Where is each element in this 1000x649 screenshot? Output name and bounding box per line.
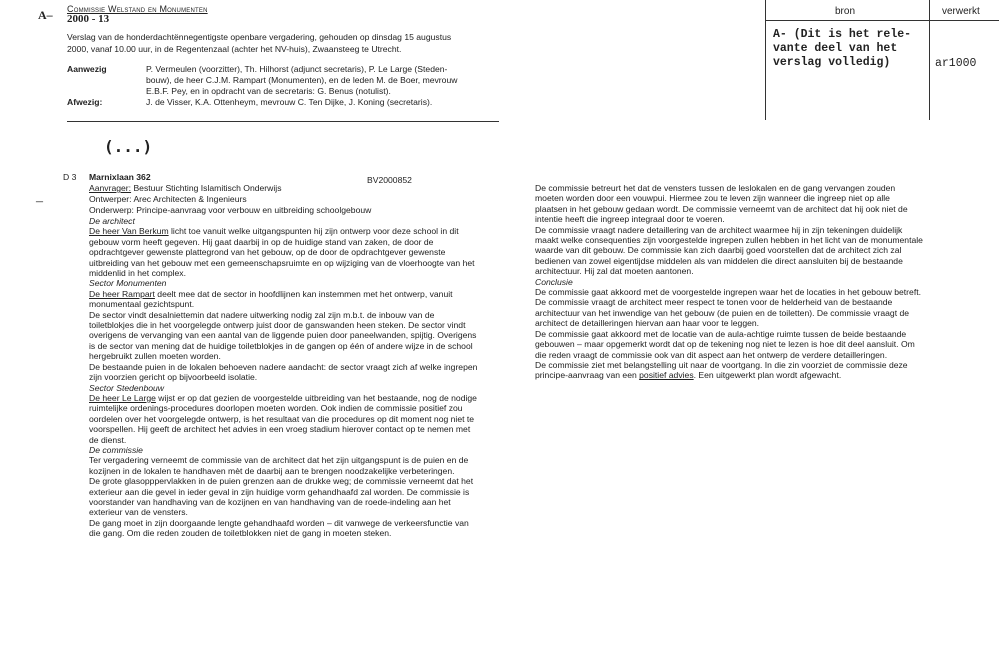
paragraph-line: De commissie vraagt de architect meer respect te tonen voor de helderheid van de bestaande [535,297,893,308]
paragraph-line: overigens de vervanging van een aantal van de liggende puien door paneelwanden, spijtig. Overigens [89,330,477,341]
heading-commissie: De commissie [89,444,143,455]
paragraph-line: monumentaal gezichtspunt. [89,299,195,310]
item-number: D 3 [63,172,77,182]
paragraph-line: De heer Rampart deelt mee dat de sector in hoofdlijnen kan instemmen met het ontwerp, vanuit [89,288,453,299]
stamp-col-verwerkt: verwerkt [942,6,980,17]
monumenten-name: De heer Rampart [89,288,155,299]
paragraph-line: die reden vraagt de commissie ook van dit aspect aan het ontwerp de verdere detailleringen. [535,349,888,360]
paragraph-line: maakt welke consequenties zijn voorgestelde ingrepen zullen hebben in het licht van de monumentale [535,235,923,246]
paragraph-line: ruimtelijke ordenings-procedures doorlopen moeten worden. Ook indien de commissie positief zou [89,403,463,414]
paragraph-line: zijn voorzien gericht op bijvoorbeeld isolatie. [89,372,258,383]
year-code: 2000 - 13 [67,13,110,25]
stedenbouw-name: De heer Le Large [89,392,156,403]
item-file-code: BV2000852 [367,175,412,185]
intro-line-2: 2000, vanaf 10.00 uur, in de Regentenzaal (achter het NV-huis), Zwaansteeg te Utrecht. [67,44,402,54]
designer-label: Ontwerper: [89,194,132,204]
paragraph-line: kozijnen in de lokalen te handhaven mèt de daarbij aan te brengen noodzakelijke verbeteringen. [89,465,455,476]
stamp-header-rule [765,20,999,21]
present-line-1: P. Vermeulen (voorzitter), Th. Hilhorst (adjunct secretaris), P. Le Large (Steden- [146,64,448,74]
absent-line: J. de Visser, K.A. Ottenheym, mevrouw C. Ten Dijke, J. Koning (secretaris). [146,97,433,107]
paragraph-line: is de sector van mening dat de huidige toiletblokjes in de gangen op één of andere wijze in de school [89,340,473,351]
paragraph-line-final: principe-aanvraag van een positief advies. Een uitgewerkt plan wordt afgewacht. [535,370,842,381]
paragraph-line: De commissie ziet met belangstelling uit naar de voortgang. In die zin voorziet de commissie deze [535,359,908,370]
paragraph-line: opdrachtgever gewenste plattegrond van het gebouw, op de door de opdrachtgever gewenste [89,247,446,258]
applicant-row [89,183,282,193]
paragraph-line: intentie heeft die ingreep integraal door te voeren. [535,214,725,225]
left-column [89,216,477,539]
paragraph-line: oordelen over het voorgelegde ontwerp, is het resultaat van die procedures op dit moment nog niet te [89,413,475,424]
paragraph-line: architectuur. Hij zal dat moeten aantonen. [535,266,694,277]
paragraph-line: bedienen van zowel eigentijdse middelen als van middelen die direct aansluiten bij de bestaande [535,255,903,266]
stamp-divider [929,0,930,120]
stamp-note-line: vante deel van het [773,42,898,55]
paragraph-line: uitbreiding van het gebouw met een gemeenschapsruimte en op wijziging van de vloerhoogte van het [89,257,475,268]
paragraph-line: middenlid in het complex. [89,268,186,279]
right-column [535,183,923,381]
paragraph-line: voorspellen. Hij geeft de architect het advies in een vroeg stadium hierover contact op te nemen met [89,424,471,435]
paragraph-line: moeten worden door een vouwpui. Hiermee zou te leven zijn wanneer die ingreep niet op alle [535,193,890,204]
paragraph-line: voorstander van handhaving van de kozijnen en van handhaving van de roede-indeling aan het [89,496,451,507]
paragraph-line: De gang moet in zijn doorgaande lengte gehandhaafd worden – dit vanwege de verkeersfunctie van [89,517,469,528]
stamp-note-line: A- (Dit is het rele- [773,28,912,41]
present-label: Aanwezig [67,64,107,74]
paragraph-line: plaatsen in het gebouw gedaan wordt. De commissie verneemt van de architect dat hij ook niet de [535,203,908,214]
absent-label: Afwezig: [67,97,103,107]
paragraph-line: die gang. Om die reden zouden de toiletblokken niet de gang in moeten steken. [89,528,392,539]
paragraph-line: exterieur van de vensters. [89,507,188,518]
heading-architect: De architect [89,216,135,226]
margin-mark-top: A– [38,8,53,22]
subject-row [89,205,371,215]
paragraph-line: De bestaande puien in de lokalen behoeven nadere aandacht: de sector vraagt zich af welke ingrepen [89,361,478,372]
stamp-note [773,28,911,70]
present-line-3: E.B.F. Pey, en in opdracht van de secretaris: G. Benus (notulist). [146,86,391,96]
paragraph-line: De heer Van Berkum licht toe vanuit welke uitgangspunten hij zijn ontwerp voor deze school in dit [89,226,459,237]
paragraph-line: toiletblokjes die in het voorgelegde ontwerp juist door de ganswanden heen steken. De sector vindt [89,320,466,331]
architect-name: De heer Van Berkum [89,226,169,237]
processing-stamp [765,0,999,120]
paragraph-line: Ter vergadering verneemt de commissie van de architect dat het zijn uitgangspunt is de puien en de [89,455,469,466]
paragraph-line: De commissie vraagt nadere detaillering van de architect waarmee hij in zijn tekeningen duidelijk [535,224,903,235]
designer-value: Arec Architecten & Ingenieurs [133,194,247,204]
stamp-col-bron: bron [835,6,856,17]
paragraph-line: De commissie betreurt het dat de vensters tussen de leslokalen en de gang vervangen zouden [535,183,896,193]
heading-monumenten: Sector Monumenten [89,278,167,289]
heading-stedenbouw: Sector Stedenbouw [89,382,165,393]
applicant-value: Bestuur Stichting Islamitisch Onderwijs [133,183,282,193]
stamp-left-border [765,0,766,120]
subject-value: Principe-aanvraag voor verbouw en uitbreiding schoolgebouw [136,205,372,215]
commission-title: Commissie Welstand en Monumenten [67,4,208,14]
paragraph-line: De commissie gaat akkoord met de locatie van de aula-achtige ruimte tussen de beide bestaande [535,328,907,339]
header-divider [67,121,499,122]
paragraph-line: waarde van dit gebouw. De commissie kan zich daarbij goed voorstellen dat de architect zich zal [535,245,902,256]
present-line-2: bouw), de heer C.J.M. Rampart (Monumenten), en de leden M. de Boer, mevrouw [146,75,458,85]
paragraph-line: architectuur van het inwendige van het gebouw (de puien en de toiletten). De commissie vraagt de [535,307,910,318]
paragraph-line: gebouw vorm heeft gegeven. Hij gaat daarbij in op de huidige stand van zaken, de door de [89,236,434,247]
intro-line-1: Verslag van de honderdachtënnegentigste openbare vergadering, gehouden op dinsdag 15 augustus [67,32,452,42]
paragraph-line: De grote glasopppervlakken in de puien grenzen aan de drukke weg; de commissie verneemt dat het [89,476,474,487]
stamp-code: ar1000 [935,57,977,70]
stamp-note-line: verslag volledig) [773,56,891,69]
paragraph-line: De heer Le Large wijst er op dat gezien de voorgestelde uitbreiding van het bestaande, nog de nodige [89,392,477,403]
paragraph-line: architect de detailleringen hiervan aan haar voor te leggen. [535,318,760,329]
paragraph-line: De commissie gaat akkoord met de voorgestelde ingrepen waar het de locaties in het gebouw betreft. [535,287,921,298]
designer-row [89,194,247,204]
paragraph-line: gebouwen – maar opgemerkt wordt dat op de tekening nog niet te lezen is hoe dit deel aansluit. Om [535,339,915,350]
applicant-label: Aanvrager: [89,183,132,193]
ellipsis-mark: (...) [104,137,153,156]
subject-label: Onderwerp: [89,205,134,215]
paragraph-line: exterieur aan die gevel in ieder geval in zijn huidige vorm gehandhaafd zal worden. De commissie is [89,486,470,497]
positive-advice: positief advies [639,370,694,381]
item-address: Marnixlaan 362 [89,172,151,182]
paragraph-line: de dienst. [89,434,127,445]
margin-mark-mid: – [36,194,43,209]
paragraph-line: hergebruikt zullen moeten worden. [89,351,221,362]
paragraph-line: De sector vindt desalniettemin dat nadere uitwerking nodig zal zijn m.b.t. de inbouw van de [89,309,435,320]
heading-conclusie: Conclusie [535,276,573,287]
